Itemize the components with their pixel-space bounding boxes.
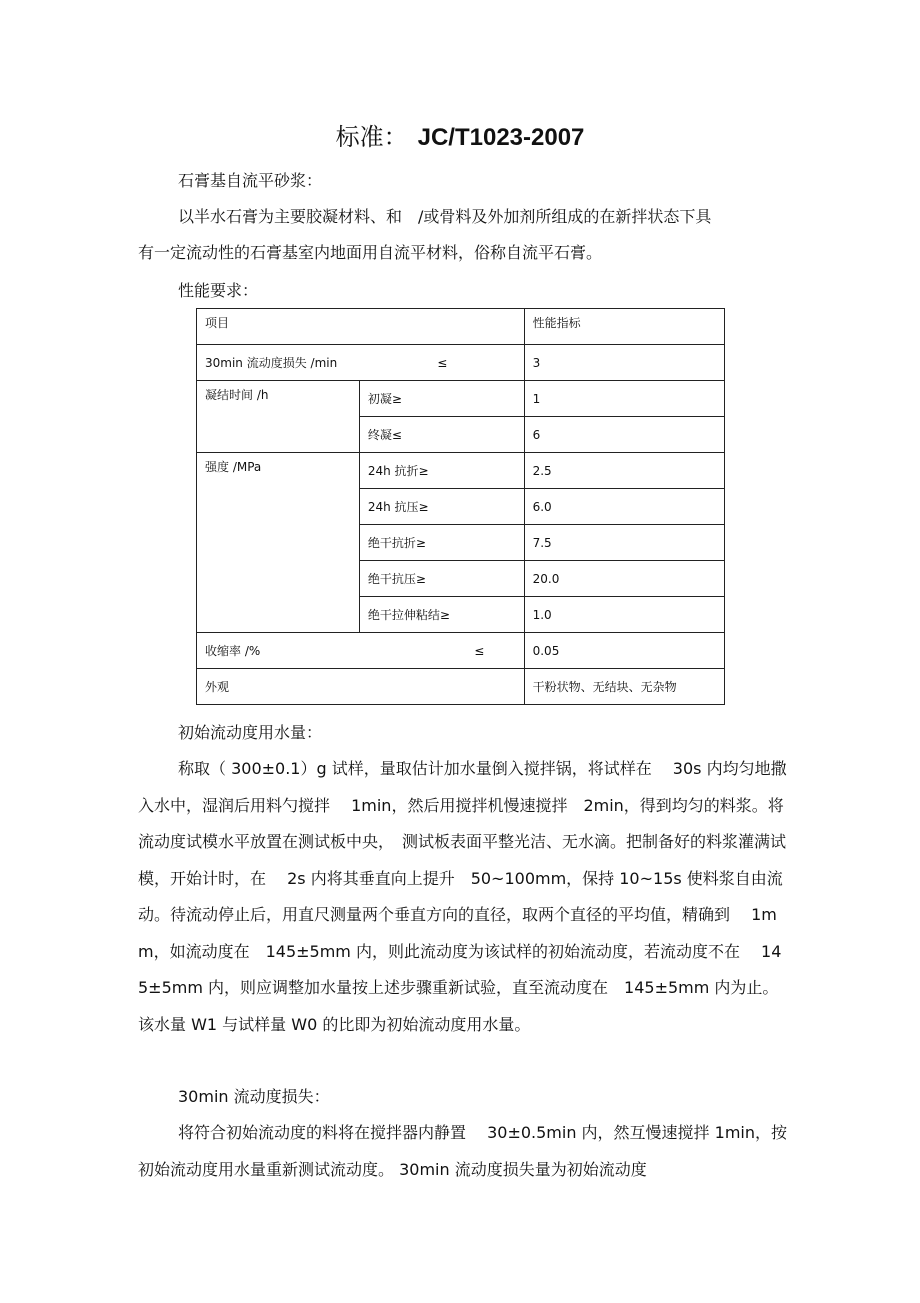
strength-value: 2.5 [524, 453, 724, 489]
strength-sub: 绝干抗折≥ [359, 525, 524, 561]
shrinkage-symbol: ≤ [474, 643, 485, 658]
setting-sub: 初凝≥ [359, 381, 524, 417]
strength-value: 1.0 [524, 597, 724, 633]
header-index: 性能指标 [524, 309, 724, 345]
table-row [197, 669, 725, 705]
setting-value: 1 [524, 381, 724, 417]
flow-loss-text: 将符合初始流动度的料将在搅拌器内静置 30±0.5min 内，然互慢速搅拌 1min，按初始流动度用水量重新测试流动度。 30min 流动度损失量为初始流动度 [138, 1123, 787, 1179]
strength-value: 7.5 [524, 525, 724, 561]
standard-code: JC/T1023-2007 [417, 124, 585, 151]
shrinkage-label: 收缩率 /% [205, 643, 261, 658]
setting-value: 6 [524, 417, 724, 453]
requirements-table [196, 308, 725, 705]
flow-loss-label: 30min 流动度损失 /min [205, 355, 338, 370]
page-title [0, 119, 920, 156]
table-row [197, 345, 725, 381]
strength-sub: 24h 抗折≥ [359, 453, 524, 489]
table-row [197, 633, 725, 669]
shrinkage-value: 0.05 [524, 633, 724, 669]
strength-value: 20.0 [524, 561, 724, 597]
definition-heading: 石膏基自流平砂浆： [178, 171, 323, 190]
table-row [197, 453, 725, 489]
strength-sub: 绝干抗压≥ [359, 561, 524, 597]
definition-line-2: 有一定流动性的石膏基室内地面用自流平材料，俗称自流平石膏。 [138, 243, 603, 262]
appearance-value: 干粉状物、无结块、无杂物 [524, 669, 724, 705]
definition-line-1: 以半水石膏为主要胶凝材料、和 /或骨料及外加剂所组成的在新拌状态下具 [178, 207, 712, 226]
setting-label: 凝结时间 /h [197, 381, 360, 453]
flow-loss-label-cell [197, 345, 525, 381]
strength-label: 强度 /MPa [197, 453, 360, 633]
strength-sub: 绝干拉伸粘结≥ [359, 597, 524, 633]
table-header-row [197, 309, 725, 345]
flow-loss-heading: 30min 流动度损失： [178, 1087, 330, 1106]
strength-sub: 24h 抗压≥ [359, 489, 524, 525]
flow-loss-value: 3 [524, 345, 724, 381]
appearance-label: 外观 [197, 669, 525, 705]
flow-loss-symbol: ≤ [437, 355, 448, 370]
shrinkage-label-cell [197, 633, 525, 669]
initial-flow-heading: 初始流动度用水量： [178, 723, 323, 742]
strength-value: 6.0 [524, 489, 724, 525]
table-row [197, 381, 725, 417]
setting-sub: 终凝≤ [359, 417, 524, 453]
title-prefix: 标准： [335, 123, 408, 151]
header-item: 项目 [197, 309, 525, 345]
requirements-heading: 性能要求： [178, 281, 259, 300]
initial-flow-text: 称取（ 300±0.1）g 试样，量取估计加水量倒入搅拌锅，将试样在 30s 内均匀地撒入水中，湿润后用料勺搅拌 1min，然后用搅拌机慢速搅拌 2min，得到均匀的料浆。将流动度试模水平放置在测试板中央， 测试板表面平整光洁、无水滴。把制备好的料浆灌满试模，开始计时，在 2s 内将其垂直向上提升 50~100mm，保持 10~15s 使料浆自由流动。待流动停止后，用直尺测量两个垂直方向的直径，取两个直径的平均值，精确到 1mm，如流动度在 145±5mm 内，则此流动度为该试样的初始流动度，若流动度不在 145±5mm 内，则应调整加水量按上述步骤重新试验，直至流动度在 145±5mm 内为止。该水量 W1 与试样量 W0 的比即为初始流动度用水量。 [138, 759, 787, 1034]
